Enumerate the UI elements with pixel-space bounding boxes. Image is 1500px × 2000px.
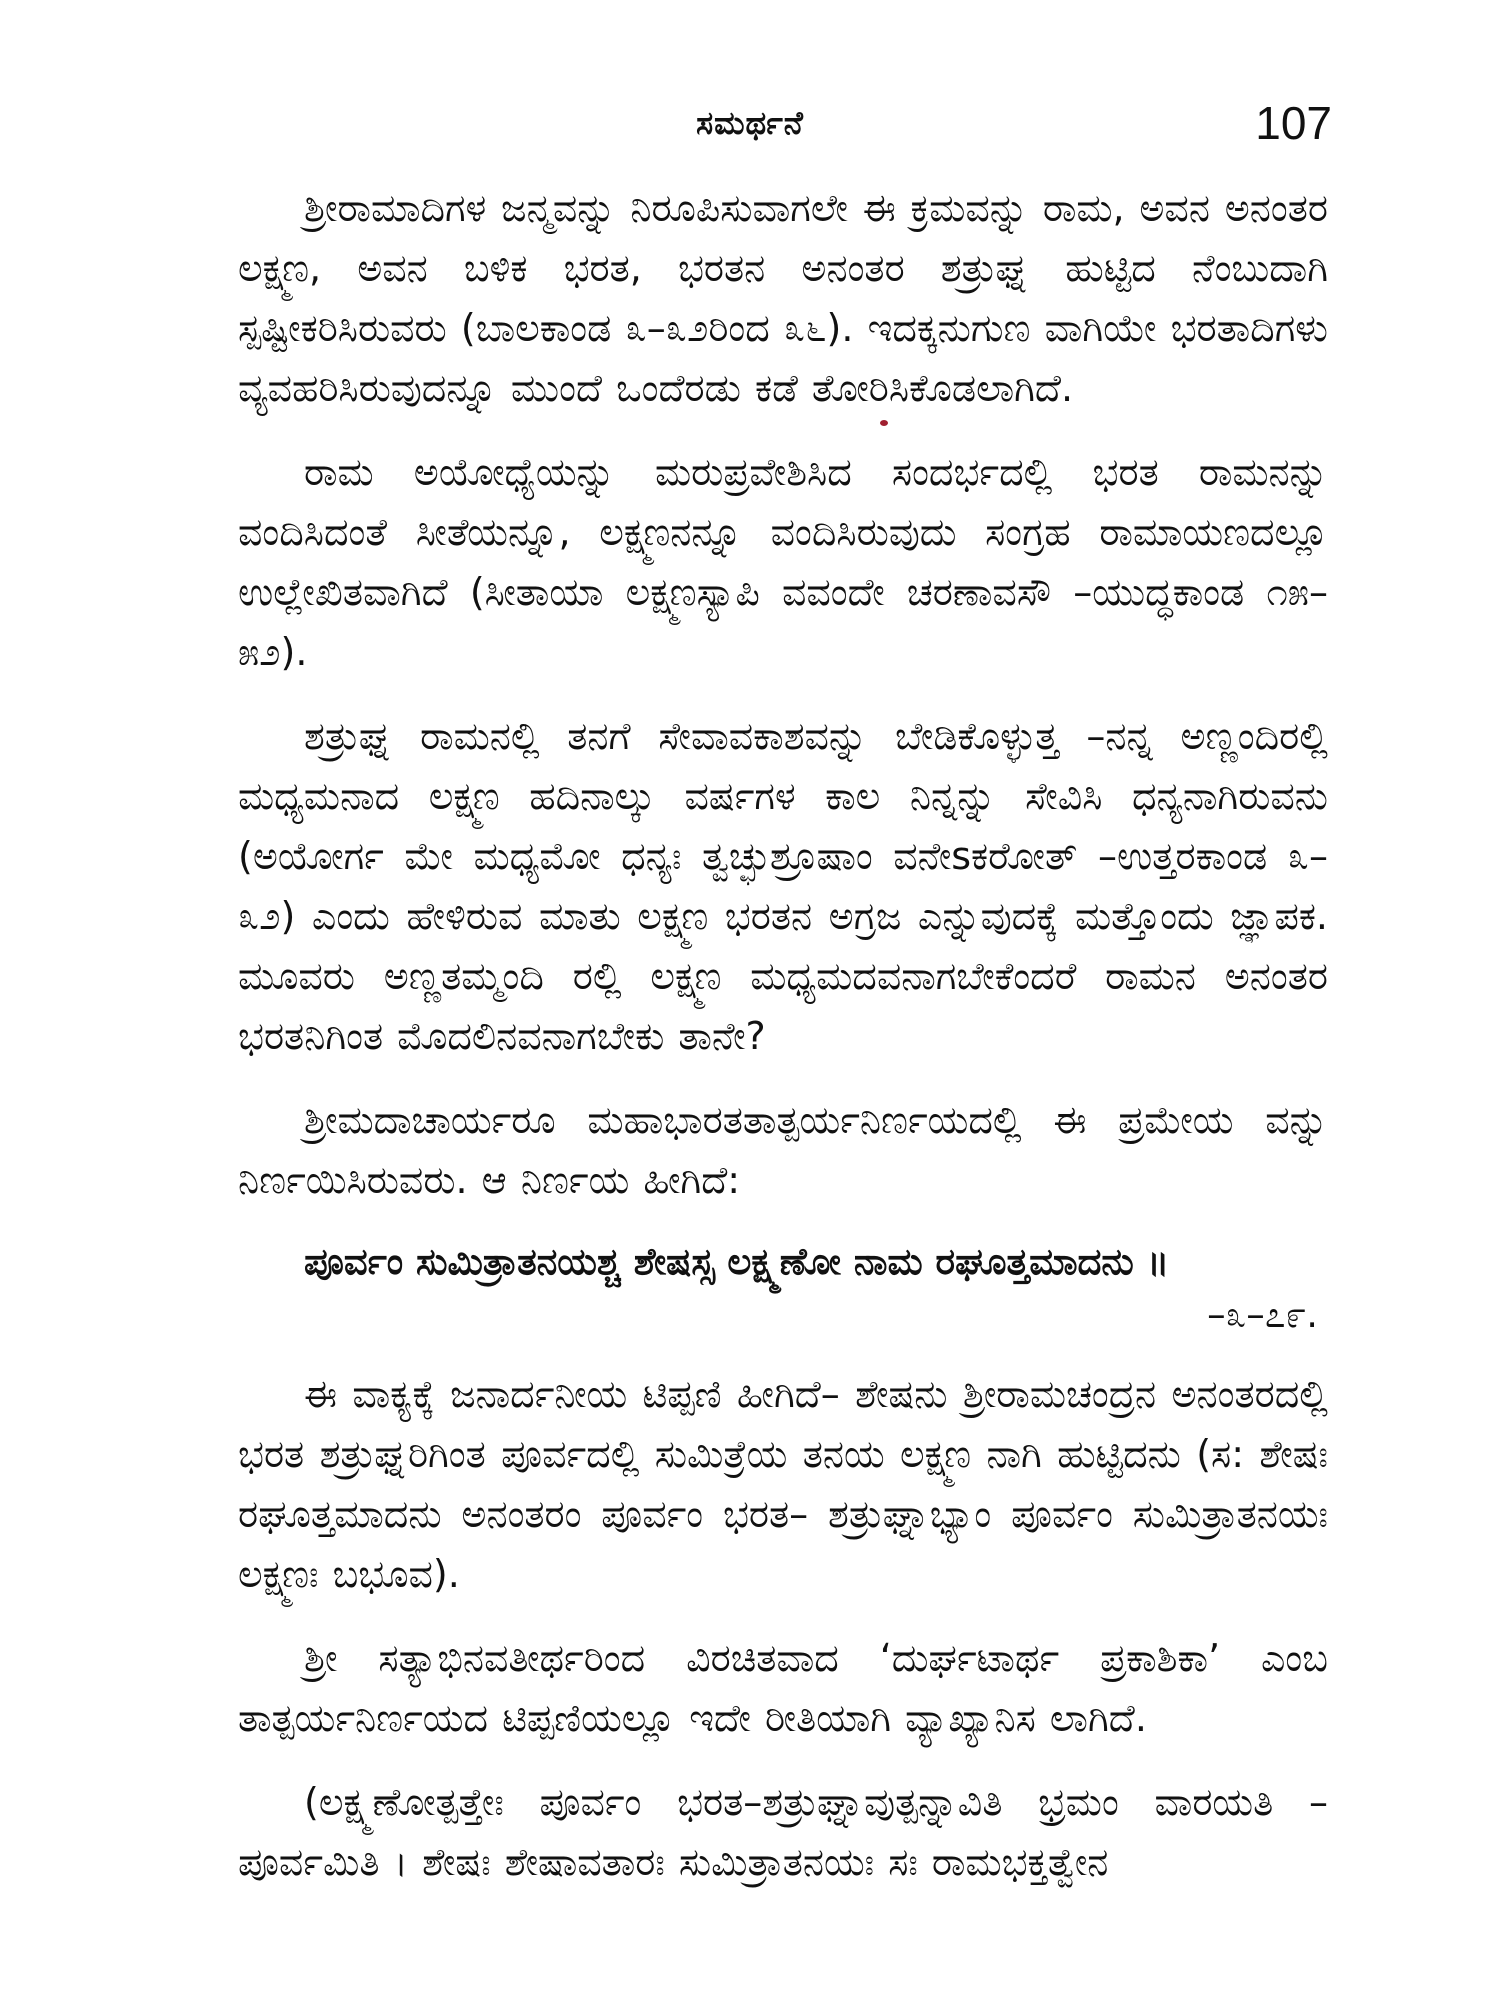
paragraph-acharya-nirnaya: ಶ್ರೀಮದಾಚಾರ್ಯರೂ ಮಹಾಭಾರತತಾತ್ಪರ್ಯನಿರ್ಣಯದಲ್ಲಿ ಈ ಪ್ರಮೇಯ ವನ್ನು ನಿರ್ಣಯಿಸಿರುವರು. ಆ ನಿರ್ಣಯ ಹೀಗಿದೆ: [238,1098,1328,1202]
paragraph-birth-order: ಶ್ರೀರಾಮಾದಿಗಳ ಜನ್ಮವನ್ನು ನಿರೂಪಿಸುವಾಗಲೇ ಈ ಕ್ರಮವನ್ನು ರಾಮ, ಅವನ ಅನಂತರ ಲಕ್ಷ್ಮಣ, ಅವನ ಬಳಿಕ ಭರತ, ಭರತನ ಅನಂತರ ಶತ್ರುಘ್ನ ಹುಟ್ಟಿದ ನೆಂಬುದಾಗಿ ಸ್ಪಷ್ಟೀಕರಿಸಿರುವರು (ಬಾಲಕಾಂಡ ೩–೩೨ರಿಂದ ೩೬). ಇದಕ್ಕನುಗುಣ ವಾಗಿಯೇ ಭರತಾದಿಗಳು ವ್ಯವಹರಿಸಿರುವುದನ್ನೂ ಮುಂದೆ ಒಂದೆರಡು ಕಡೆ ತೋರಿಸಿಕೊಡಲಾಗಿದೆ. [238,186,1328,410]
paragraph-durghatartha-prakashika: ಶ್ರೀ ಸತ್ಯಾಭಿನವತೀರ್ಥರಿಂದ ವಿರಚಿತವಾದ ‘ದುರ್ಘಟಾರ್ಥ ಪ್ರಕಾಶಿಕಾ’ ಎಂಬ ತಾತ್ಪರ್ಯನಿರ್ಣಯದ ಟಿಪ್ಪಣಿಯಲ್ಲೂ ಇದೇ ರೀತಿಯಾಗಿ ವ್ಯಾಖ್ಯಾನಿಸ ಲಾಗಿದೆ. [238,1636,1328,1740]
running-title: ಸಮರ್ಥನೆ [696,104,804,142]
paragraph-sanskrit-commentary: (ಲಕ್ಷ್ಮಣೋತ್ಪತ್ತೇಃ ಪೂರ್ವಂ ಭರತ–ಶತ್ರುಘ್ನಾವುತ್ಪನ್ನಾವಿತಿ ಭ್ರಮಂ ವಾರಯತಿ –ಪೂರ್ವಮಿತಿ । ಶೇಷಃ ಶೇಷಾವತಾರಃ ಸುಮಿತ್ರಾತನಯಃ ಸಃ ರಾಮಭಕ್ತತ್ವೇನ [238,1780,1328,1884]
verse-reference: –೩–೭೯. [1207,1293,1318,1336]
page-number: 107 [1255,97,1332,149]
verse-quote: ಪೂರ್ವಂ ಸುಮಿತ್ರಾತನಯಶ್ಚ ಶೇಷಸ್ಸ ಲಕ್ಷ್ಮಣೋ ನಾಮ ರಘೂತ್ತಮಾದನು ॥ [304,1240,1170,1283]
body-text [238,178,1328,1916]
paragraph-janardaniya-tippani: ಈ ವಾಕ್ಯಕ್ಕೆ ಜನಾರ್ದನೀಯ ಟಿಪ್ಪಣಿ ಹೀಗಿದೆ– ಶೇಷನು ಶ್ರೀರಾಮಚಂದ್ರನ ಅನಂತರದಲ್ಲಿ ಭರತ ಶತ್ರುಘ್ನರಿಗಿಂತ ಪೂರ್ವದಲ್ಲಿ ಸುಮಿತ್ರೆಯ ತನಯ ಲಕ್ಷ್ಮಣ ನಾಗಿ ಹುಟ್ಟಿದನು (ಸ: ಶೇಷಃ ರಘೂತ್ತಮಾದನು ಅನಂತರಂ ಪೂರ್ವಂ ಭರತ– ಶತ್ರುಘ್ನಾಭ್ಯಾಂ ಪೂರ್ವಂ ಸುಮಿತ್ರಾತನಯಃ ಲಕ್ಷ್ಮಣಃ ಬಭೂವ). [238,1372,1328,1596]
paragraph-ayodhya-return: ರಾಮ ಅಯೋಧ್ಯೆಯನ್ನು ಮರುಪ್ರವೇಶಿಸಿದ ಸಂದರ್ಭದಲ್ಲಿ ಭರತ ರಾಮನನ್ನು ವಂದಿಸಿದಂತೆ ಸೀತೆಯನ್ನೂ, ಲಕ್ಷ್ಮಣನನ್ನೂ ವಂದಿಸಿರುವುದು ಸಂಗ್ರಹ ರಾಮಾಯಣದಲ್ಲೂ ಉಲ್ಲೇಖಿತವಾಗಿದೆ (ಸೀತಾಯಾ ಲಕ್ಷ್ಮಣಸ್ಯಾಪಿ ವವಂದೇ ಚರಣಾವಸೌ –ಯುದ್ಧಕಾಂಡ ೧೫–೫೨). [238,450,1328,674]
running-header [0,96,1500,156]
paragraph-shatrughna: ಶತ್ರುಘ್ನ ರಾಮನಲ್ಲಿ ತನಗೆ ಸೇವಾವಕಾಶವನ್ನು ಬೇಡಿಕೊಳ್ಳುತ್ತ –ನನ್ನ ಅಣ್ಣಂದಿರಲ್ಲಿ ಮಧ್ಯಮನಾದ ಲಕ್ಷ್ಮಣ ಹದಿನಾಲ್ಕು ವರ್ಷಗಳ ಕಾಲ ನಿನ್ನನ್ನು ಸೇವಿಸಿ ಧನ್ಯನಾಗಿರುವನು (ಅಯೋರ್ಗ ಮೇ ಮಧ್ಯಮೋ ಧನ್ಯಃ ತ್ವಚ್ಛುಶ್ರೂಷಾಂ ವನೇsಕರೋತ್ –ಉತ್ತರಕಾಂಡ ೩–೩೨) ಎಂದು ಹೇಳಿರುವ ಮಾತು ಲಕ್ಷ್ಮಣ ಭರತನ ಅಗ್ರಜ ಎನ್ನುವುದಕ್ಕೆ ಮತ್ತೊಂದು ಜ್ಞಾಪಕ. ಮೂವರು ಅಣ್ಣತಮ್ಮಂದಿ ರಲ್ಲಿ ಲಕ್ಷ್ಮಣ ಮಧ್ಯಮದವನಾಗಬೇಕೆಂದರೆ ರಾಮನ ಅನಂತರ ಭರತನಿಗಿಂತ ಮೊದಲಿನವನಾಗಬೇಕು ತಾನೇ? [238,714,1328,1058]
